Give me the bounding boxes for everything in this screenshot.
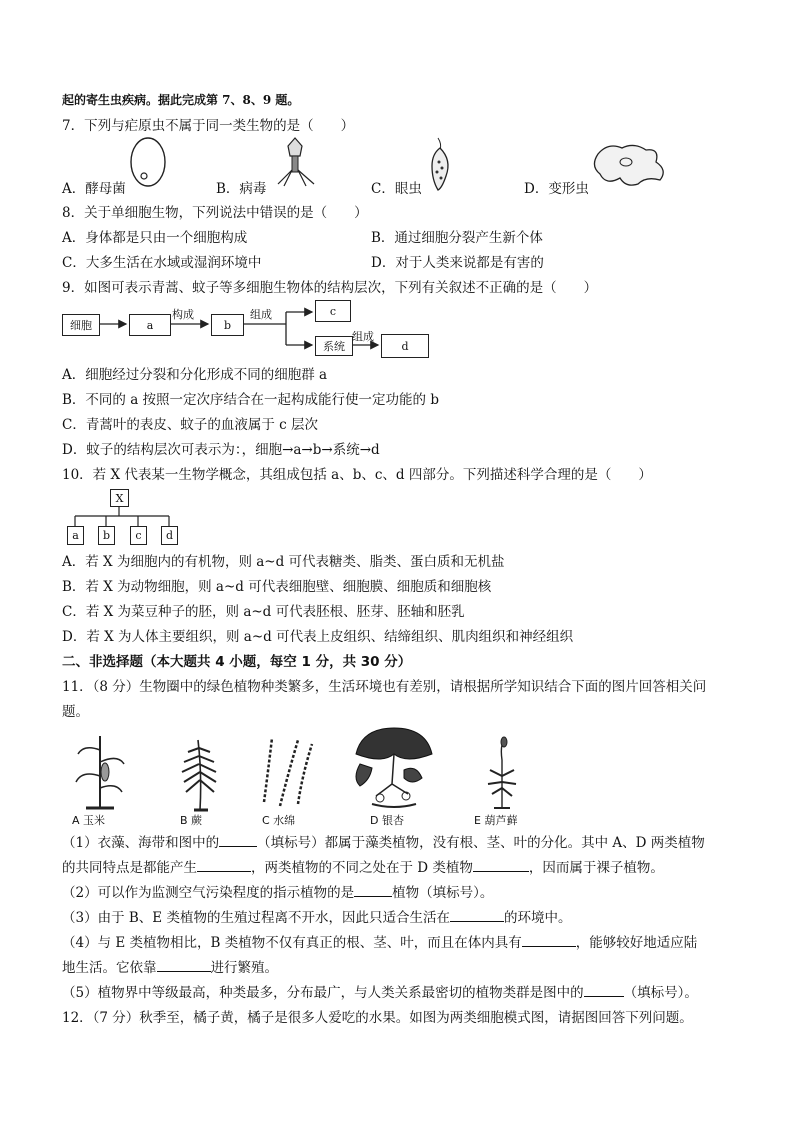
q8-option-c: C．大多生活在水域或湿润环境中 [62,255,262,271]
section-heading: 二、非选择题（本大题共 4 小题，每空 1 分，共 30 分） [62,654,412,670]
q11-part1-line1: （1）衣藻、海带和图中的 （填标号）都属于藻类植物，没有根、茎、叶的分化。其中 A、D 两类植物 [62,835,705,851]
fern-illustration [170,734,230,812]
q11-stem-line1: 11．（8 分）生物圈中的绿色植物种类繁多，生活环境也有差别，请根据所学知识结合下面的图片回答相关问 [62,679,707,695]
q10-box-b: b [98,526,115,545]
answer-blank[interactable] [219,846,257,847]
answer-blank[interactable] [354,896,392,897]
moss-illustration [482,736,522,810]
q9-label-compose: 组成 [250,308,272,321]
q10-stem: 10．若 X 代表某一生物学概念，其组成包括 a、b、c、d 四部分。下列描述科学合理的是（ ） [62,467,652,483]
q10-box-a: a [67,526,84,545]
q9-box-b: b [211,314,244,336]
q9-label-form: 构成 [172,308,194,321]
q11-part4-line1: （4）与 E 类植物相比，B 类植物不仅有真正的根、茎、叶，而且在体内具有 ，能够较好地适应陆 [62,935,698,951]
answer-blank[interactable] [584,996,624,997]
q7-option-a: A．酵母菌 [62,181,126,197]
q8-stem: 8．关于单细胞生物，下列说法中错误的是（ ） [62,205,368,221]
answer-blank[interactable] [450,921,504,922]
q10-option-b: B．若 X 为动物细胞，则 a~d 可代表细胞壁、细胞膜、细胞质和细胞核 [62,579,492,595]
spirogyra-illustration [258,732,318,810]
plant-label-d: D 银杏 [370,814,404,827]
q11-part3: （3）由于 B、E 类植物的生殖过程离不开水，因此只适合生活在 的环境中。 [62,910,572,926]
q7-option-d: D．变形虫 [524,181,589,197]
q12-stem: 12．（7 分）秋季至，橘子黄，橘子是很多人爱吃的水果。如图为两类细胞模式图，请据图回答下列问题。 [62,1010,693,1026]
ginkgo-illustration [346,724,442,810]
q10-box-d: d [161,526,178,545]
plant-label-e: E 葫芦藓 [474,814,518,827]
plant-label-c: C 水绵 [262,814,296,827]
q7-option-b: B．病毒 [216,181,267,197]
intro-text: 起的寄生虫疾病。据此完成第 7、8、9 题。 [62,93,300,107]
plant-label-a: A 玉米 [72,814,106,827]
q9-label-compose2: 组成 [352,330,374,343]
q10-option-c: C．若 X 为菜豆种子的胚，则 a~d 可代表胚根、胚芽、胚轴和胚乳 [62,604,465,620]
answer-blank[interactable] [522,946,576,947]
q9-option-b: B．不同的 a 按照一定次序结合在一起构成能行使一定功能的 b [62,392,439,408]
plant-label-b: B 蕨 [180,814,203,827]
q10-option-d: D．若 X 为人体主要组织，则 a~d 可代表上皮组织、结缔组织、肌肉组织和神经组织 [62,629,574,645]
q9-option-d: D．蚊子的结构层次可表示为：，细胞→a→b→系统→d [62,442,380,458]
q8-option-d: D．对于人类来说都是有害的 [371,255,544,271]
q11-part2: （2）可以作为监测空气污染程度的指示植物的是 植物（填标号）。 [62,885,494,901]
q11-stem-line2: 题。 [62,704,89,720]
corn-illustration [72,730,128,810]
q9-stem: 9．如图可表示青蒿、蚊子等多细胞生物体的结构层次，下列有关叙述不正确的是（ ） [62,280,598,296]
answer-blank[interactable] [157,971,211,972]
q7-stem: 7．下列与疟原虫不属于同一类生物的是（ ） [62,118,355,134]
q9-option-c: C．青蒿叶的表皮、蚊子的血液属于 c 层次 [62,417,318,433]
q10-option-a: A．若 X 为细胞内的有机物，则 a~d 可代表糖类、脂类、蛋白质和无机盐 [62,554,505,570]
q9-box-c: c [315,300,351,322]
q9-box-a: a [129,314,171,336]
answer-blank[interactable] [197,871,251,872]
q11-part5: （5）植物界中等级最高，种类最多，分布最广，与人类关系最密切的植物类群是图中的 （填标号）。 [62,985,698,1001]
q11-part4-line2: 地生活。它依靠 进行繁殖。 [62,960,278,976]
q9-box-cell: 细胞 [62,314,100,336]
q11-part1-line2: 的共同特点是都能产生 ，两类植物的不同之处在于 D 类植物 ，因而属于裸子植物。 [62,860,664,876]
q7-option-c: C．眼虫 [371,181,422,197]
q8-option-a: A．身体都是只由一个细胞构成 [62,230,248,246]
q9-box-d: d [381,334,429,358]
q10-box-c: c [130,526,147,545]
q8-option-b: B．通过细胞分裂产生新个体 [371,230,543,246]
q9-box-system: 系统 [315,336,353,356]
answer-blank[interactable] [473,871,529,872]
q10-box-x: X [110,489,129,507]
q9-option-a: A．细胞经过分裂和分化形成不同的细胞群 a [62,367,328,383]
